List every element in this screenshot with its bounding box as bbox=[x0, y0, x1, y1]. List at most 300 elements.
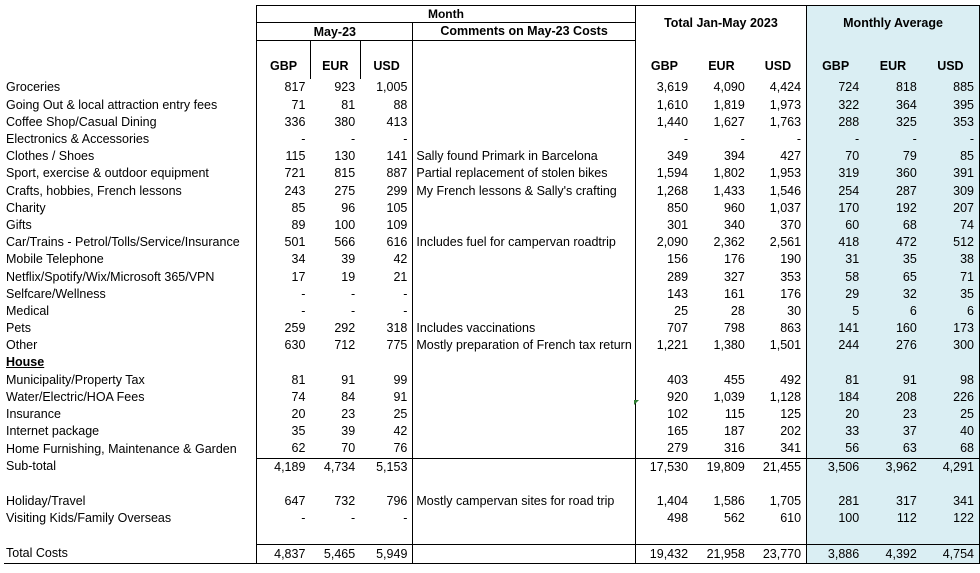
avg-cell: 724 bbox=[807, 79, 865, 96]
avg-cell: 319 bbox=[807, 165, 865, 182]
avg-cell: 207 bbox=[922, 200, 980, 217]
total-cell: 1,501 bbox=[750, 337, 807, 354]
total-cell: 2,362 bbox=[713, 235, 745, 250]
avg-cell: 81 bbox=[807, 372, 865, 389]
total-cell: 1,433 bbox=[713, 183, 745, 198]
may-cell: 91 bbox=[341, 372, 356, 387]
total-cell: 960 bbox=[723, 200, 745, 215]
comment-cell bbox=[413, 79, 635, 96]
subtotal-row bbox=[4, 458, 980, 476]
avg-cell: 208 bbox=[864, 389, 922, 406]
total-cell: 289 bbox=[667, 269, 689, 284]
blank-cell bbox=[4, 527, 257, 545]
may-cell: - bbox=[351, 511, 356, 526]
total-cell: 30 bbox=[750, 303, 807, 320]
row-label: Internet package bbox=[6, 424, 100, 439]
total-cell: 349 bbox=[667, 149, 689, 164]
spacer-row bbox=[4, 527, 980, 545]
may-cell: 647 bbox=[257, 493, 311, 510]
may-cell: - bbox=[257, 303, 311, 320]
total-cell: 1,763 bbox=[750, 114, 807, 131]
table-row bbox=[4, 79, 980, 96]
avg-cell: 391 bbox=[922, 165, 980, 182]
total-cell: 1,380 bbox=[713, 338, 745, 353]
may-cell: 5,949 bbox=[360, 545, 413, 563]
blank-cell bbox=[310, 527, 360, 545]
avg-cell: 85 bbox=[922, 148, 980, 165]
may-cell: 318 bbox=[360, 320, 413, 337]
blank-cell bbox=[4, 476, 257, 493]
blank-cell bbox=[693, 476, 750, 493]
table-row bbox=[4, 148, 980, 165]
total-cell: 403 bbox=[667, 372, 689, 387]
avg-cell: 100 bbox=[807, 510, 865, 527]
may-cell: 88 bbox=[360, 97, 413, 114]
may-cell: 34 bbox=[257, 251, 311, 268]
comment-cell bbox=[413, 97, 635, 114]
may-cell: 630 bbox=[257, 337, 311, 354]
avg-cell: 68 bbox=[922, 440, 980, 458]
total-cell: 19,809 bbox=[693, 458, 750, 476]
may-cell: 4,189 bbox=[257, 458, 311, 476]
may-cell: 712 bbox=[334, 338, 356, 353]
may-cell: 74 bbox=[257, 389, 311, 406]
total-cell: 202 bbox=[750, 423, 807, 440]
comment-cell: Sally found Primark in Barcelona bbox=[413, 148, 635, 165]
blank-cell bbox=[257, 527, 311, 545]
total-cell: 394 bbox=[723, 149, 745, 164]
row-label: Netflix/Spotify/Wix/Microsoft 365/VPN bbox=[6, 269, 215, 284]
may-cell: 130 bbox=[334, 149, 356, 164]
avg-cell: 317 bbox=[864, 493, 922, 510]
may-header: May-23 bbox=[257, 23, 413, 41]
total-cell: 1,128 bbox=[750, 389, 807, 406]
table-row bbox=[4, 217, 980, 234]
table-row bbox=[4, 493, 980, 510]
total-cell: - bbox=[740, 132, 745, 147]
row-label: Sub-total bbox=[6, 459, 57, 474]
may-cell: 91 bbox=[360, 389, 413, 406]
blank-cell bbox=[693, 354, 750, 371]
blank-cell bbox=[635, 527, 693, 545]
total-cell: 176 bbox=[723, 252, 745, 267]
total-cell: 143 bbox=[667, 286, 689, 301]
table-row bbox=[4, 234, 980, 251]
may-cell: 887 bbox=[360, 165, 413, 182]
blank-cell bbox=[310, 354, 360, 371]
total-cell: 102 bbox=[667, 407, 689, 422]
may-cell: 70 bbox=[341, 441, 356, 456]
table-row bbox=[4, 251, 980, 268]
blank-cell bbox=[750, 354, 807, 371]
avg-cell: 65 bbox=[864, 268, 922, 285]
may-cell: - bbox=[257, 131, 311, 148]
avg-cell: 287 bbox=[864, 183, 922, 200]
blank-cell bbox=[922, 476, 980, 493]
currency-row bbox=[4, 41, 980, 80]
total-cell: 19,432 bbox=[635, 545, 693, 563]
blank-cell bbox=[864, 527, 922, 545]
blank-cell bbox=[635, 354, 693, 371]
total-cell: 1,586 bbox=[713, 493, 745, 508]
currency-total-1: EUR bbox=[708, 59, 735, 74]
avg-cell: 6 bbox=[864, 303, 922, 320]
may-cell: 817 bbox=[257, 79, 311, 96]
may-cell: 815 bbox=[334, 166, 356, 181]
comment-cell: Mostly preparation of French tax return bbox=[413, 337, 635, 354]
avg-cell: - bbox=[807, 131, 865, 148]
avg-cell: 141 bbox=[807, 320, 865, 337]
may-cell: 259 bbox=[257, 320, 311, 337]
avg-cell: 309 bbox=[922, 183, 980, 200]
blank-cell bbox=[807, 476, 865, 493]
table-row bbox=[4, 423, 980, 440]
may-cell: 732 bbox=[334, 493, 356, 508]
may-cell: 5,153 bbox=[360, 458, 413, 476]
comment-cell: Includes vaccinations bbox=[413, 320, 635, 337]
may-cell: 17 bbox=[257, 268, 311, 285]
total-cell: 1,973 bbox=[750, 97, 807, 114]
row-label: Crafts, hobbies, French lessons bbox=[6, 183, 182, 198]
total-cell: 798 bbox=[723, 321, 745, 336]
may-cell: 96 bbox=[341, 200, 356, 215]
total-cell: 25 bbox=[674, 303, 689, 318]
comment-cell bbox=[413, 217, 635, 234]
blank-cell bbox=[922, 354, 980, 371]
comment-cell bbox=[413, 406, 635, 423]
blank-cell bbox=[750, 476, 807, 493]
may-cell: 81 bbox=[257, 372, 311, 389]
total-cell: 850 bbox=[667, 200, 689, 215]
blank-cell bbox=[413, 476, 635, 493]
total-cell: 1,221 bbox=[656, 338, 689, 353]
total-cell: - bbox=[683, 132, 689, 147]
may-cell: 19 bbox=[341, 269, 356, 284]
avg-cell: 68 bbox=[864, 217, 922, 234]
blank-cell bbox=[360, 527, 413, 545]
avg-cell: 418 bbox=[807, 234, 865, 251]
table-row bbox=[4, 303, 980, 320]
comment-marker-icon bbox=[634, 400, 639, 405]
table-row bbox=[4, 183, 980, 200]
comment-cell bbox=[413, 510, 635, 527]
blank-cell bbox=[807, 354, 865, 371]
avg-cell: 395 bbox=[922, 97, 980, 114]
table-row bbox=[4, 268, 980, 285]
comment-cell bbox=[413, 545, 635, 563]
comment-cell bbox=[413, 423, 635, 440]
total-cell: 4,090 bbox=[713, 80, 745, 95]
comment-cell: My French lessons & Sally's crafting bbox=[413, 183, 635, 200]
may-cell: - bbox=[360, 303, 413, 320]
row-label: Gifts bbox=[6, 217, 32, 232]
may-cell: 796 bbox=[360, 493, 413, 510]
may-cell: 275 bbox=[334, 183, 356, 198]
row-label: Groceries bbox=[6, 80, 61, 95]
avg-cell: 160 bbox=[864, 320, 922, 337]
avg-cell: 40 bbox=[922, 423, 980, 440]
avg-cell: 226 bbox=[922, 389, 980, 406]
total-cell: 125 bbox=[750, 406, 807, 423]
comment-cell bbox=[413, 114, 635, 131]
row-label: Going Out & local attraction entry fees bbox=[6, 97, 218, 112]
avg-cell: 58 bbox=[807, 268, 865, 285]
may-cell: 4,734 bbox=[310, 458, 360, 476]
total-cell: 21,958 bbox=[693, 545, 750, 563]
table-row bbox=[4, 114, 980, 131]
avg-cell: 3,962 bbox=[864, 458, 922, 476]
avg-cell: 71 bbox=[922, 268, 980, 285]
comment-cell bbox=[413, 440, 635, 458]
comment-cell bbox=[413, 303, 635, 320]
may-cell: 775 bbox=[360, 337, 413, 354]
avg-cell: 74 bbox=[922, 217, 980, 234]
avg-cell: 35 bbox=[864, 251, 922, 268]
total-cell: 190 bbox=[750, 251, 807, 268]
may-cell: 336 bbox=[257, 114, 311, 131]
avg-cell: 244 bbox=[807, 337, 865, 354]
total-cell: 370 bbox=[750, 217, 807, 234]
row-label: Other bbox=[6, 338, 38, 353]
total-cell: 2,561 bbox=[750, 234, 807, 251]
comment-cell: Mostly campervan sites for road trip bbox=[413, 493, 635, 510]
row-label: Medical bbox=[6, 303, 50, 318]
total-cell: 498 bbox=[667, 511, 689, 526]
avg-cell: 37 bbox=[864, 423, 922, 440]
row-label: Coffee Shop/Casual Dining bbox=[6, 114, 157, 129]
avg-cell: 32 bbox=[864, 286, 922, 303]
row-label: Insurance bbox=[6, 407, 61, 422]
may-cell: 35 bbox=[257, 423, 311, 440]
avg-cell: 885 bbox=[922, 79, 980, 96]
comment-cell bbox=[413, 372, 635, 389]
may-cell: 721 bbox=[257, 165, 311, 182]
may-cell: 616 bbox=[360, 234, 413, 251]
total-cell: 863 bbox=[750, 320, 807, 337]
may-cell: 566 bbox=[334, 235, 356, 250]
row-label: Clothes / Shoes bbox=[6, 149, 95, 164]
header-row-1 bbox=[4, 6, 980, 23]
comment-cell: Includes fuel for campervan roadtrip bbox=[413, 234, 635, 251]
may-cell: 243 bbox=[257, 183, 311, 200]
blank-cell bbox=[413, 527, 635, 545]
avg-cell: 360 bbox=[864, 165, 922, 182]
avg-cell: 23 bbox=[864, 406, 922, 423]
avg-cell: 3,886 bbox=[807, 545, 865, 563]
avg-cell: 35 bbox=[922, 286, 980, 303]
may-cell: 923 bbox=[334, 80, 356, 95]
total-costs-row bbox=[4, 545, 980, 563]
total-cell: 562 bbox=[723, 511, 745, 526]
table-body bbox=[4, 6, 980, 564]
may-cell: 42 bbox=[360, 423, 413, 440]
total-cell: 156 bbox=[667, 252, 689, 267]
row-label: Selfcare/Wellness bbox=[6, 286, 106, 301]
avg-cell: 4,754 bbox=[922, 545, 980, 563]
row-label: Electronics & Accessories bbox=[6, 132, 150, 147]
table-row bbox=[4, 406, 980, 423]
comment-cell bbox=[413, 200, 635, 217]
blank-cell bbox=[922, 527, 980, 545]
avg-cell: 254 bbox=[807, 183, 865, 200]
row-label: Total Costs bbox=[4, 545, 257, 563]
may-cell: 292 bbox=[334, 321, 356, 336]
total-cell: 455 bbox=[723, 372, 745, 387]
total-cell: 316 bbox=[723, 441, 745, 456]
may-cell: 99 bbox=[360, 372, 413, 389]
avg-cell: 25 bbox=[922, 406, 980, 423]
table-row bbox=[4, 131, 980, 148]
table-row bbox=[4, 337, 980, 354]
total-cell: 327 bbox=[723, 269, 745, 284]
row-label: Pets bbox=[6, 321, 32, 336]
avg-cell: 4,291 bbox=[922, 458, 980, 476]
total-cell: 301 bbox=[667, 217, 689, 232]
table-row bbox=[4, 97, 980, 114]
may-cell: 89 bbox=[257, 217, 311, 234]
total-cell: 176 bbox=[750, 286, 807, 303]
row-label: Mobile Telephone bbox=[6, 252, 104, 267]
avg-header: Monthly Average bbox=[807, 6, 980, 41]
avg-cell: 170 bbox=[807, 200, 865, 217]
avg-cell: 322 bbox=[807, 97, 865, 114]
may-cell: 39 bbox=[341, 424, 356, 439]
total-cell: 920 bbox=[667, 389, 689, 404]
comment-cell: Partial replacement of stolen bikes bbox=[413, 165, 635, 182]
may-cell: 141 bbox=[360, 148, 413, 165]
avg-cell: 3,506 bbox=[807, 458, 865, 476]
table-row bbox=[4, 440, 980, 458]
total-cell: 353 bbox=[750, 268, 807, 285]
avg-cell: 512 bbox=[922, 234, 980, 251]
blank-cell bbox=[635, 476, 693, 493]
may-cell: 85 bbox=[257, 200, 311, 217]
blank-cell bbox=[750, 527, 807, 545]
currency-avg-2: USD bbox=[922, 41, 980, 80]
avg-cell: - bbox=[864, 131, 922, 148]
row-label: Municipality/Property Tax bbox=[6, 372, 145, 387]
avg-cell: 122 bbox=[922, 510, 980, 527]
may-cell: - bbox=[360, 131, 413, 148]
may-cell: 4,837 bbox=[257, 545, 311, 563]
row-label: Water/Electric/HOA Fees bbox=[6, 389, 145, 404]
may-cell: 76 bbox=[360, 440, 413, 458]
avg-cell: 276 bbox=[864, 337, 922, 354]
comment-cell bbox=[413, 389, 635, 406]
total-cell: 161 bbox=[723, 286, 745, 301]
may-cell: 39 bbox=[341, 252, 356, 267]
blank-cell bbox=[360, 476, 413, 493]
house-heading: House bbox=[6, 355, 45, 370]
blank-cell bbox=[257, 354, 311, 371]
may-cell: - bbox=[360, 510, 413, 527]
total-cell: 1,819 bbox=[713, 97, 745, 112]
total-cell: 23,770 bbox=[750, 545, 807, 563]
blank-cell bbox=[413, 354, 635, 371]
total-cell: 707 bbox=[667, 321, 689, 336]
total-cell: 28 bbox=[730, 303, 745, 318]
blank-cell bbox=[693, 527, 750, 545]
avg-cell: 192 bbox=[864, 200, 922, 217]
avg-cell: 79 bbox=[864, 148, 922, 165]
row-label: Charity bbox=[6, 200, 46, 215]
avg-cell: 56 bbox=[807, 440, 865, 458]
avg-cell: 472 bbox=[864, 234, 922, 251]
may-cell: 5,465 bbox=[310, 545, 360, 563]
avg-cell: 4,392 bbox=[864, 545, 922, 563]
may-cell: 501 bbox=[257, 234, 311, 251]
avg-cell: 20 bbox=[807, 406, 865, 423]
avg-cell: 31 bbox=[807, 251, 865, 268]
total-cell: 610 bbox=[750, 510, 807, 527]
total-cell: 165 bbox=[667, 424, 689, 439]
may-cell: 20 bbox=[257, 406, 311, 423]
may-cell: 109 bbox=[360, 217, 413, 234]
avg-cell: 5 bbox=[807, 303, 865, 320]
total-cell: 1,610 bbox=[656, 97, 689, 112]
month-header: Month bbox=[257, 6, 636, 23]
avg-cell: 818 bbox=[864, 79, 922, 96]
total-cell: 1,594 bbox=[656, 166, 689, 181]
may-cell: 380 bbox=[334, 114, 356, 129]
may-cell: - bbox=[351, 286, 356, 301]
total-cell: 3,619 bbox=[656, 80, 689, 95]
row-label: Car/Trains - Petrol/Tolls/Service/Insurance bbox=[6, 235, 240, 250]
total-cell: 1,546 bbox=[750, 183, 807, 200]
avg-cell: 98 bbox=[922, 372, 980, 389]
avg-cell: 29 bbox=[807, 286, 865, 303]
avg-cell: 325 bbox=[864, 114, 922, 131]
avg-cell: 353 bbox=[922, 114, 980, 131]
currency-total-2: USD bbox=[750, 41, 807, 80]
avg-cell: - bbox=[922, 131, 980, 148]
total-cell: - bbox=[750, 131, 807, 148]
may-cell: - bbox=[351, 132, 356, 147]
row-label: Sport, exercise & outdoor equipment bbox=[6, 166, 209, 181]
comment-cell bbox=[413, 131, 635, 148]
table-row bbox=[4, 320, 980, 337]
currency-may-1: EUR bbox=[310, 41, 360, 80]
spacer-row bbox=[4, 476, 980, 493]
total-cell: 1,705 bbox=[750, 493, 807, 510]
avg-cell: 281 bbox=[807, 493, 865, 510]
may-cell: 71 bbox=[257, 97, 311, 114]
blank-cell bbox=[807, 527, 865, 545]
total-cell: 1,039 bbox=[713, 389, 745, 404]
may-cell: 105 bbox=[360, 200, 413, 217]
house-section-row bbox=[4, 354, 980, 371]
comment-cell bbox=[413, 458, 635, 476]
may-cell: 84 bbox=[341, 389, 356, 404]
avg-cell: 300 bbox=[922, 337, 980, 354]
avg-cell: 288 bbox=[807, 114, 865, 131]
currency-may-0: GBP bbox=[257, 41, 311, 80]
blank-cell bbox=[864, 476, 922, 493]
total-cell: 1,627 bbox=[713, 114, 745, 129]
avg-cell: 33 bbox=[807, 423, 865, 440]
avg-cell: 184 bbox=[807, 389, 865, 406]
may-cell: 413 bbox=[360, 114, 413, 131]
may-cell: 25 bbox=[360, 406, 413, 423]
comment-cell bbox=[413, 286, 635, 303]
total-cell: 427 bbox=[750, 148, 807, 165]
may-cell: - bbox=[257, 286, 311, 303]
total-cell: 341 bbox=[750, 440, 807, 458]
blank-cell bbox=[864, 354, 922, 371]
total-cell: 4,424 bbox=[750, 79, 807, 96]
total-cell: 1,268 bbox=[656, 183, 689, 198]
table-row bbox=[4, 510, 980, 527]
